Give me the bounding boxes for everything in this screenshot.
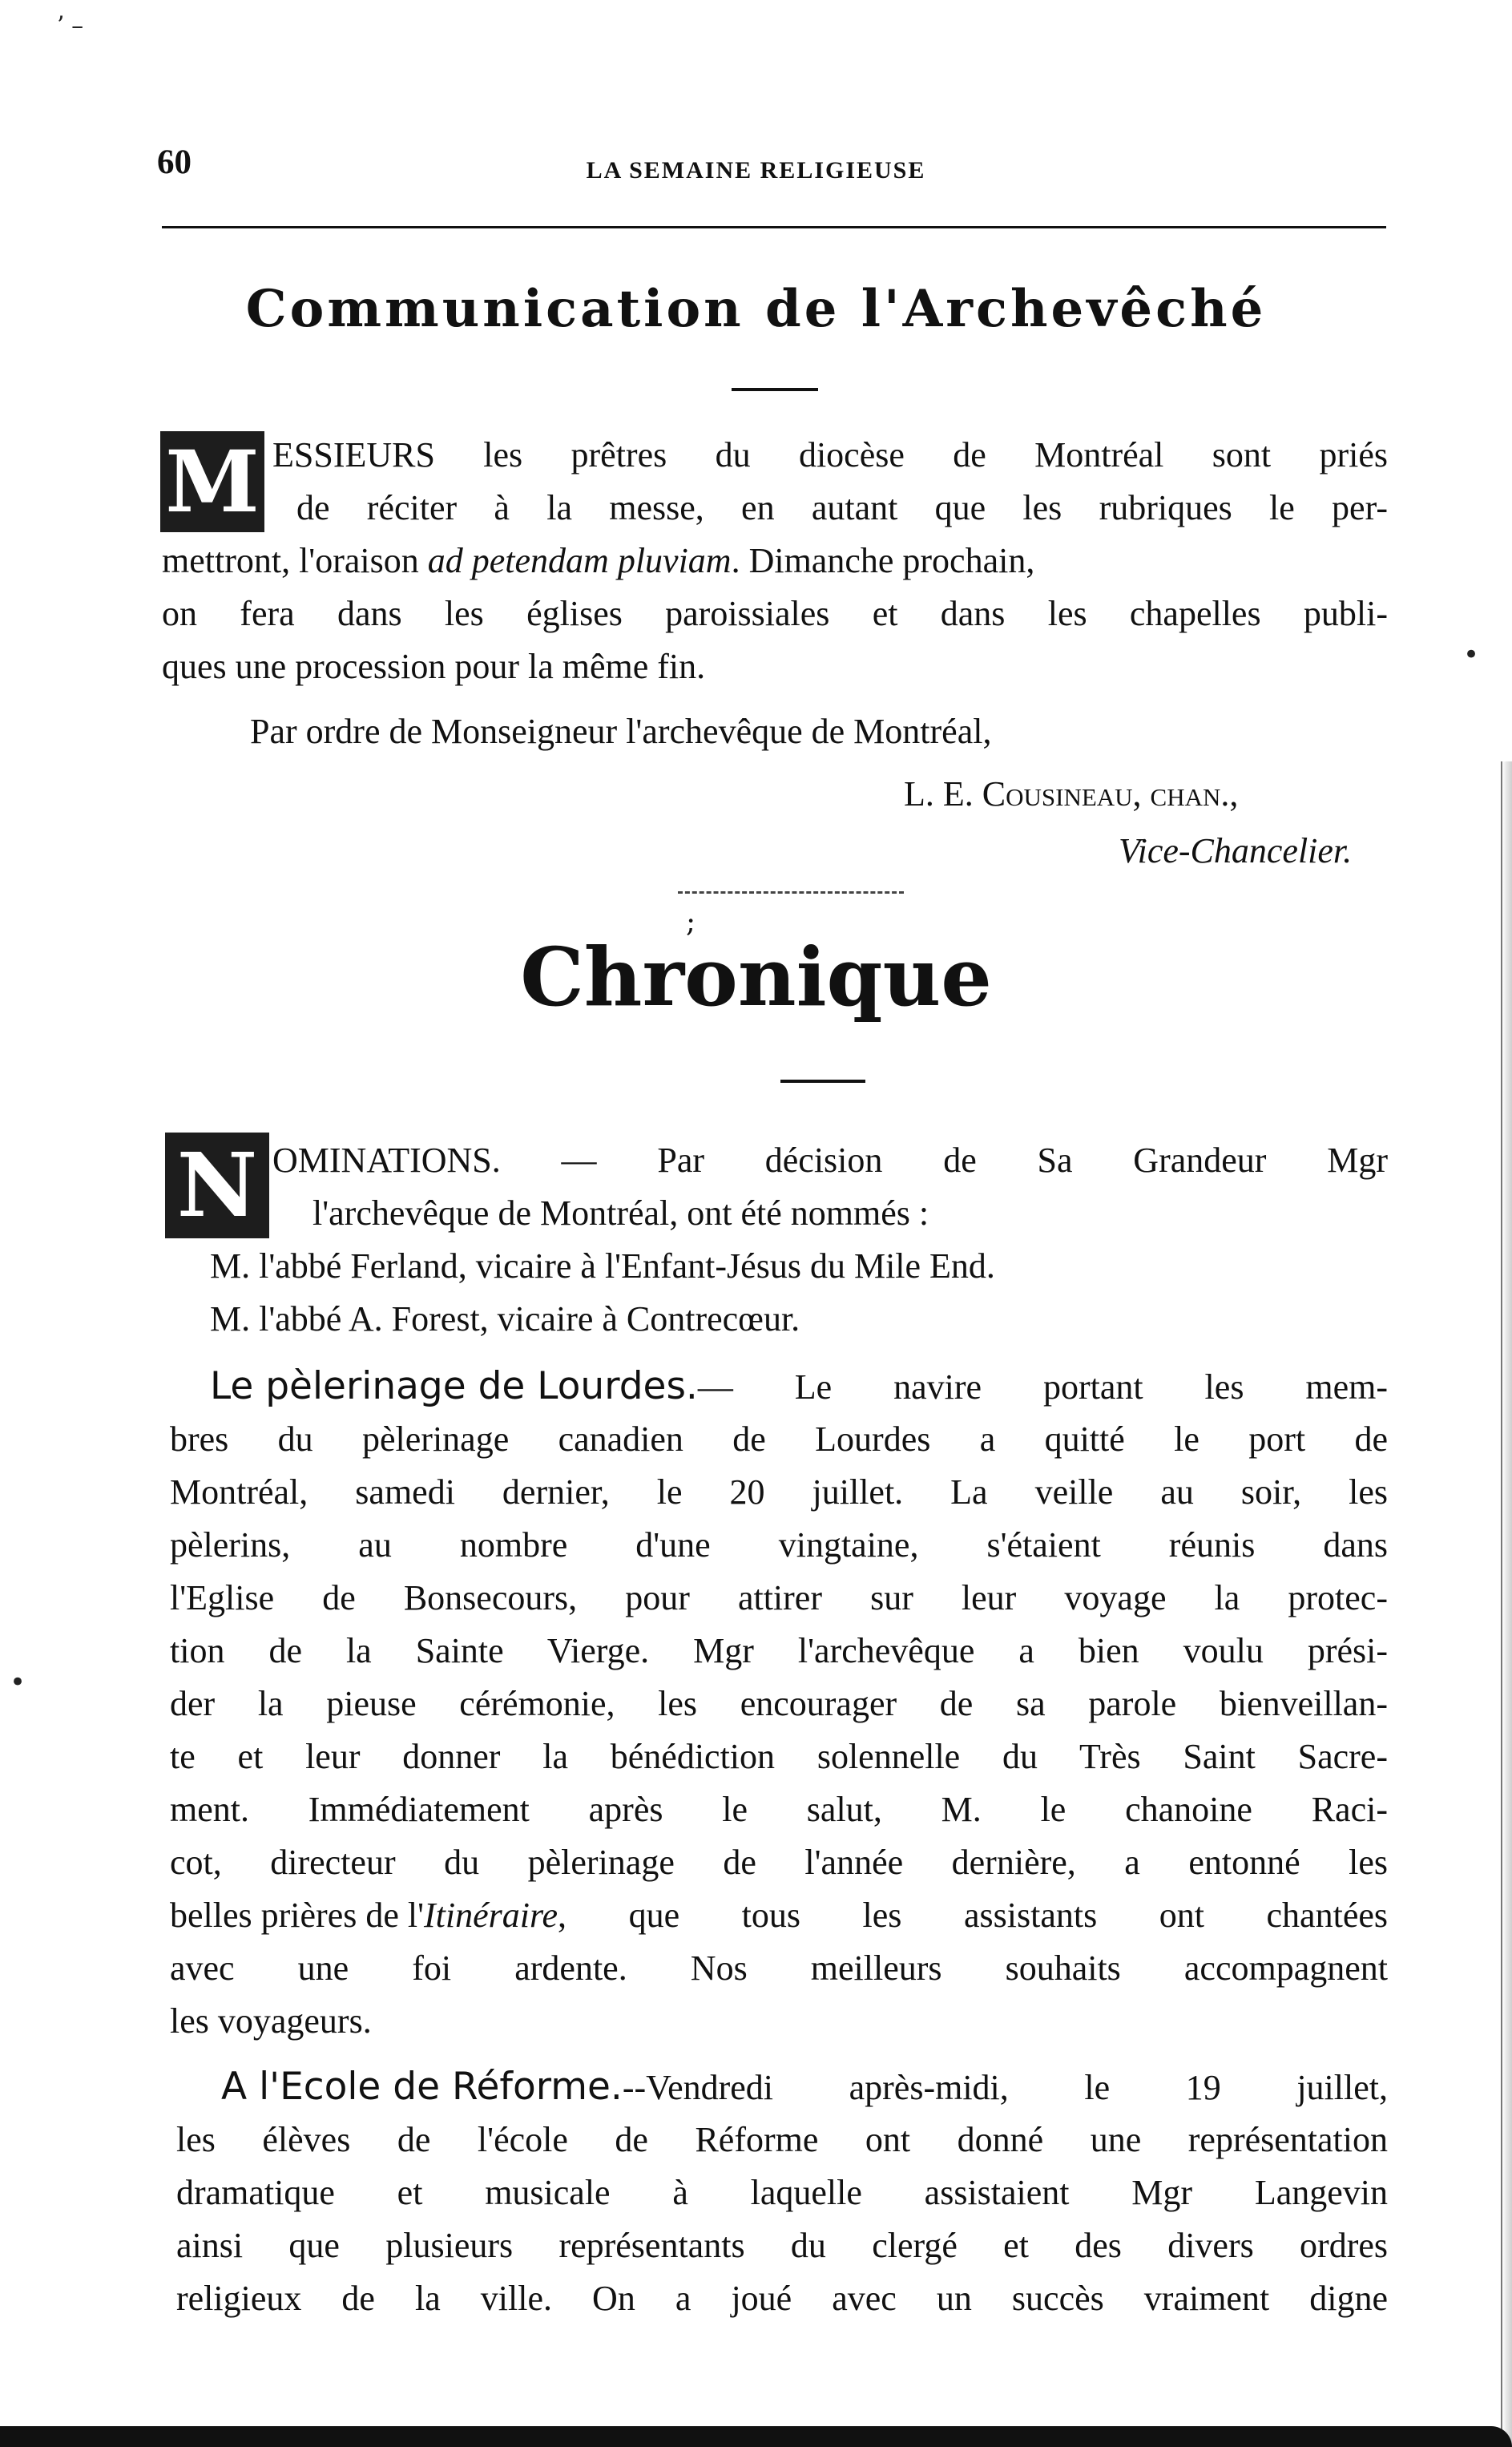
communication-line: on fera dans les églises paroissiales et dans les chapelles publi-: [162, 594, 1388, 633]
stray-mark: ;: [686, 906, 696, 939]
communication-line-text: mettront, l'oraison: [162, 541, 428, 580]
lourdes-line: cot, directeur du pèlerinage de l'année dernière, a entonné les: [170, 1843, 1388, 1882]
signature-title: Vice-Chancelier.: [1119, 831, 1353, 870]
lourdes-line: der la pieuse cérémonie, les encourager de sa parole bienveillan-: [170, 1684, 1388, 1723]
nomination-item: M. l'abbé A. Forest, vicaire à Contrecœur.: [210, 1299, 800, 1339]
itineraire-title: Itinéraire: [424, 1896, 558, 1935]
running-head: LA SEMAINE RELIGIEUSE: [586, 157, 926, 184]
ecole-line: religieux de la ville. On a joué avec un succès vraiment digne: [176, 2279, 1388, 2318]
communication-title: Communication de l'Archevêché: [245, 279, 1267, 339]
lourdes-line: l'Eglise de Bonsecours, pour attirer sur leur voyage la protec-: [170, 1578, 1388, 1617]
communication-line: ESSIEURS les prêtres du diocèse de Montréal sont priés: [272, 435, 1388, 474]
lourdes-line: tion de la Sainte Vierge. Mgr l'archevêque a bien voulu prési-: [170, 1631, 1388, 1670]
communication-line: ques une procession pour la même fin.: [162, 647, 706, 686]
ecole-line: les élèves de l'école de Réforme ont donné une représentation: [176, 2120, 1388, 2159]
lourdes-line-text: — Le navire portant les mem-: [697, 1367, 1388, 1407]
lourdes-line-text: , que tous les assistants ont chantées: [558, 1896, 1388, 1935]
nomination-item: M. l'abbé Ferland, vicaire à l'Enfant-Jésus du Mile End.: [210, 1246, 995, 1286]
lourdes-line: te et leur donner la bénédiction solennelle du Très Saint Sacre-: [170, 1737, 1388, 1776]
ecole-line-text: --Vendredi après-midi, le 19 juillet,: [622, 2068, 1388, 2107]
section-separator: [678, 891, 904, 894]
margin-dot: •: [10, 1666, 26, 1698]
lourdes-line: [210, 1364, 1388, 1410]
lourdes-line-text: belles prières de l': [170, 1896, 425, 1935]
drop-cap-m: M: [160, 431, 264, 532]
corner-mark: ʼ –: [56, 12, 84, 40]
page-number: 60: [157, 143, 192, 181]
ecole-line: ainsi que plusieurs représentants du clergé et des divers ordres: [176, 2226, 1388, 2265]
nominations-line: l'archevêque de Montréal, ont été nommés :: [312, 1193, 929, 1233]
drop-cap-n: N: [165, 1133, 269, 1238]
ecole-heading: A l'Ecole de Réforme.: [221, 2065, 623, 2109]
lourdes-line: Montréal, samedi dernier, le 20 juillet. La veille au soir, les: [170, 1472, 1388, 1512]
title-rule: [732, 388, 818, 391]
signature-name: L. E. Cousineau, chan.,: [904, 774, 1239, 814]
communication-line-text: . Dimanche prochain,: [731, 541, 1035, 580]
communication-line: de réciter à la messe, en autant que les rubriques le per-: [296, 488, 1388, 527]
communication-line: [162, 539, 1388, 583]
order-line: Par ordre de Monseigneur l'archevêque de Montréal,: [250, 712, 992, 751]
chronique-title: Chronique: [520, 930, 992, 1024]
lourdes-line: ment. Immédiatement après le salut, M. le chanoine Raci-: [170, 1790, 1388, 1829]
page-bottom-edge: [0, 2426, 1512, 2447]
ecole-line: dramatique et musicale à laquelle assistaient Mgr Langevin: [176, 2173, 1388, 2212]
lourdes-line: bres du pèlerinage canadien de Lourdes a quitté le port de: [170, 1419, 1388, 1459]
latin-phrase: ad petendam pluviam: [427, 541, 732, 580]
lourdes-line: pèlerins, au nombre d'une vingtaine, s'étaient réunis dans: [170, 1525, 1388, 1565]
lourdes-line: avec une foi ardente. Nos meilleurs souhaits accompagnent: [170, 1948, 1388, 1988]
lourdes-line: [170, 1893, 1388, 1938]
header-rule: [162, 226, 1386, 228]
ecole-line: [221, 2065, 1388, 2110]
nominations-line: OMINATIONS. — Par décision de Sa Grandeur Mgr: [272, 1141, 1388, 1180]
lourdes-line: les voyageurs.: [170, 2001, 372, 2041]
lourdes-heading: Le pèlerinage de Lourdes.: [210, 1364, 698, 1408]
title-rule: [780, 1080, 865, 1083]
margin-dot: •: [1463, 639, 1480, 671]
